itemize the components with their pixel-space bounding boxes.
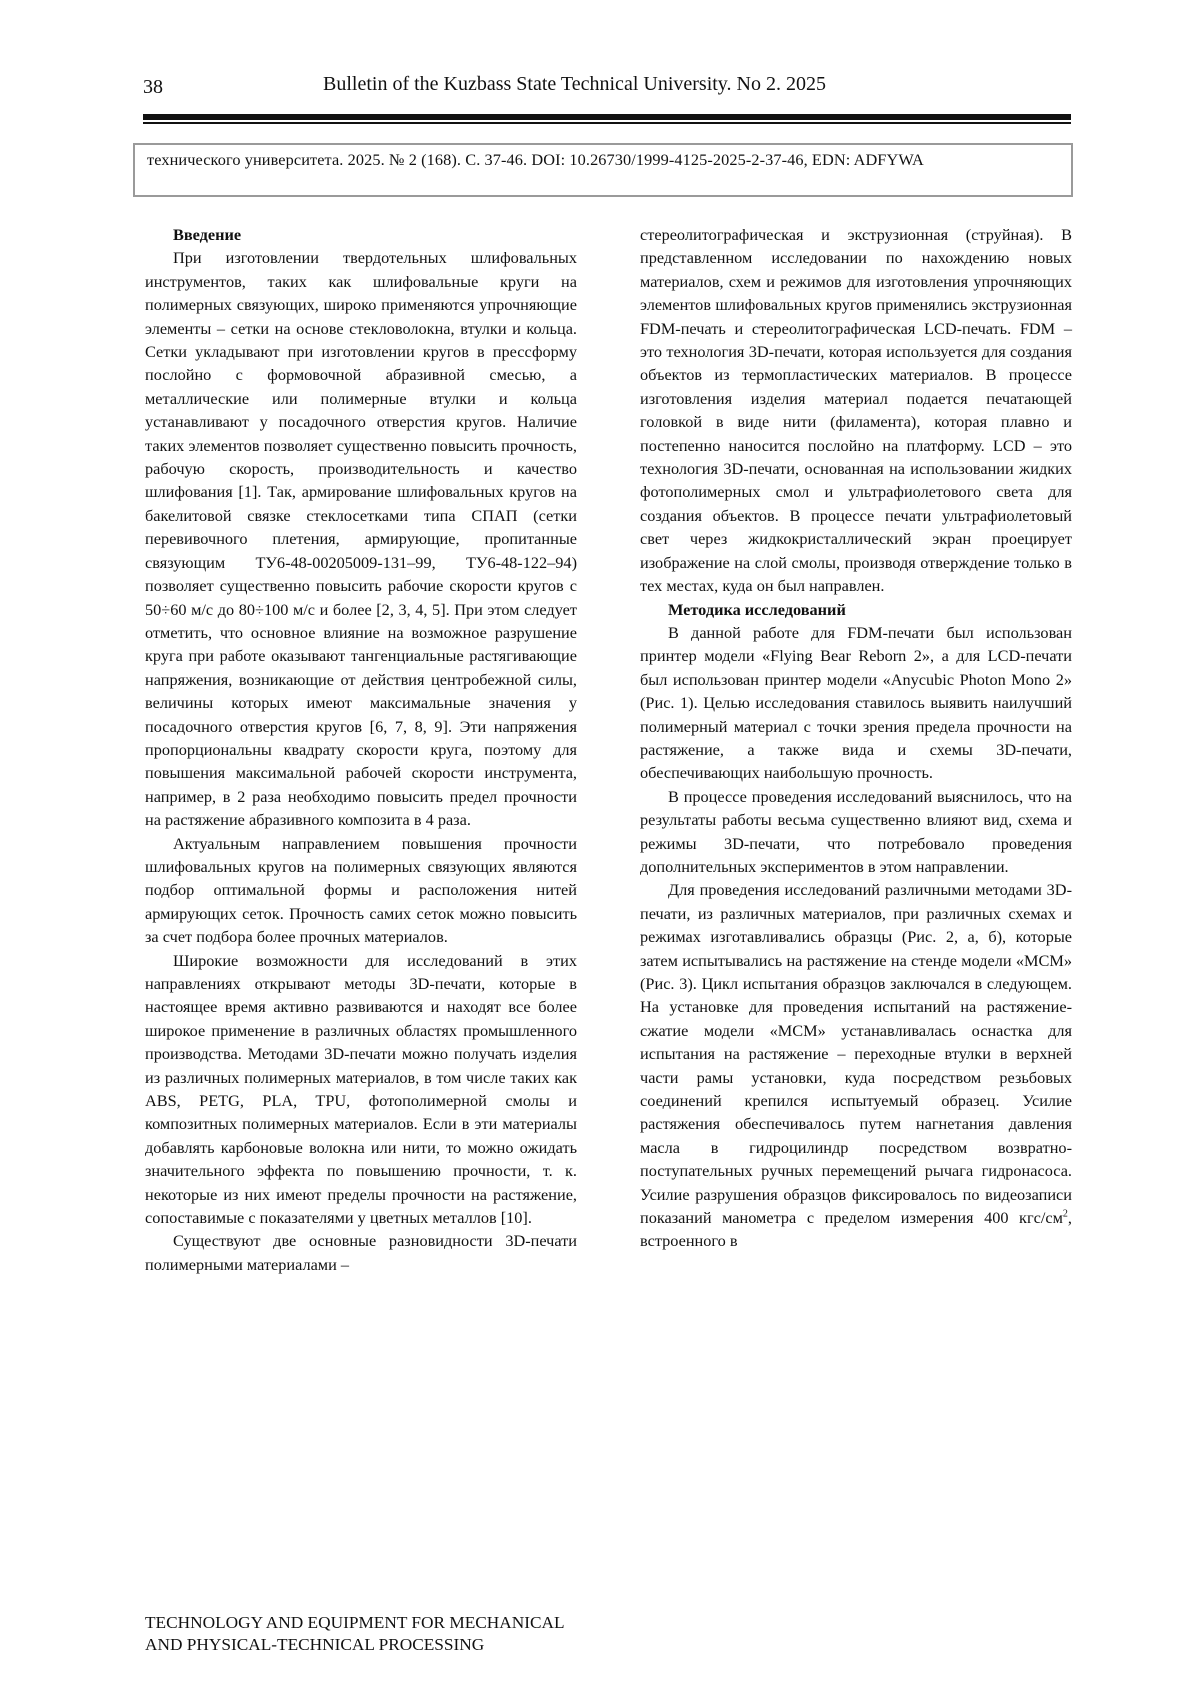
footer-section-title: [145, 1612, 565, 1656]
header-rule-thin: [143, 122, 1071, 124]
footer-line-1: TECHNOLOGY AND EQUIPMENT FOR MECHANICAL: [145, 1613, 565, 1632]
paragraph: [640, 878, 1072, 1253]
paragraph: Актуальным направлением повышения прочности шлифовальных кругов на полимерных связующих являются подбор оптимальной формы и расположения нитей армирующих сеток. Прочность самих сеток можно повысить за счет подбора более прочных материалов.: [145, 833, 577, 947]
paragraph-text: Для проведения исследований различными методами 3D-печати, из различных материалов, при различных схемах и режимах изготавливались образцы (Рис. 2, а, б), которые затем испытывались на растяжение на стенде модели «МСМ» (Рис. 3). Цикл испытания образцов заключался в следующем. На установке для проведения испытаний на растяжение-сжатие модели «МСМ» устанавливалась оснастка для испытания на растяжение – переходные втулки в верхней части рамы установки, куда посредством резьбовых соединений крепился испытуемый образец. Усилие растяжения обеспечивалось путем нагнетания давления масла в гидроцилиндр посредством возвратно-поступательных ручных перемещений рычага гидронасоса. Усилие разрушения образцов фиксировалось по видеозаписи показаний манометра с пределом измерения 400 кгс/см: [640, 880, 1072, 1228]
paragraph: В данной работе для FDM-печати был использован принтер модели «Flying Bear Reborn 2», а для LCD-печати был использован принтер модели «Anycubic Photon Mono 2» (Рис. 1). Целью исследования ставилось выявить наилучший полимерный материал с точки зрения предела прочности на растяжение, а также вида и схемы 3D-печати, обеспечивающих наибольшую прочность.: [640, 622, 1072, 783]
section-heading-introduction: Введение: [173, 225, 242, 244]
page-number: 38: [143, 76, 163, 98]
citation-box: [133, 143, 1073, 197]
paragraph-text-end: , встроенного в: [640, 1208, 1072, 1251]
superscript: 2: [1062, 1208, 1068, 1220]
paragraph: стереолитографическая и экструзионная (струйная). В представленном исследовании по нахождению новых материалов, схем и режимов для изготовления упрочняющих элементов шлифовальных кругов применялись экструзионная FDM-печать и стереолитографическая LCD-печать. FDM – это технология 3D-печати, которая используется для создания объектов из термопластических материалов. В процессе изготовления изделия материал подается печатающей головкой в виде нити (филамента), которая плавно и постепенно наносится послойно на платформу. LCD – это технология 3D-печати, основанная на использовании жидких фотополимерных смол и ультрафиолетового света для создания объектов. В процессе печати ультрафиолетовый свет через жидкокристаллический экран проецирует изображение на слой смолы, производя отверждение только в тех местах, куда он был направлен.: [640, 225, 1072, 596]
citation-text: технического университета. 2025. № 2 (168). С. 37-46. DOI: 10.26730/1999-4125-2025-2-37-46, EDN: ADFYWA: [147, 150, 924, 169]
paragraph: При изготовлении твердотельных шлифовальных инструментов, таких как шлифовальные круги на полимерных связующих, широко применяются упрочняющие элементы – сетки на основе стекловолокна, втулки и кольца. Сетки укладывают при изготовлении кругов в прессформу послойно с формовочной абразивной смесью, а металлические или полимерные втулки и кольца устанавливают у посадочного отверстия кругов. Наличие таких элементов позволяет существенно повысить прочность, рабочую скорость, производительность и качество шлифования [1]. Так, армирование шлифовальных кругов на бакелитовой связке стеклосетками типа СПАП (сетки перевивочного плетения, армирующие, пропитанные связующим ТУ6-48-00205009-131–99, ТУ6-48-122–94) позволяет существенно повысить рабочие скорости кругов с 50÷60 м/с до 80÷100 м/с и более [2, 3, 4, 5]. При этом следует отметить, что основное влияние на возможное разрушение круга при работе оказывают тангенциальные растягивающие напряжения, возникающие от действия центробежной силы, величины которых имеют максимальные значения у посадочного отверстия кругов [6, 7, 8, 9]. Эти напряжения пропорциональны квадрату скорости круга, поэтому для повышения максимальной рабочей скорости инструмента, например, в 2 раза необходимо повысить предел прочности на растяжение абразивного композита в 4 раза.: [145, 248, 577, 830]
paragraph: Широкие возможности для исследований в этих направлениях открывают методы 3D-печати, которые в настоящее время активно развиваются и находят все более широкое применение в различных областях промышленного производства. Методами 3D-печати можно получать изделия из различных полимерных материалов, в том числе таких как ABS, PETG, PLA, TPU, фотополимерной смолы и композитных полимерных материалов. Если в эти материалы добавлять карбоновые волокна или нити, то можно ожидать значительного эффекта по повышению прочности, т. к. некоторые из них имеют пределы прочности на растяжение, сопоставимые с показателями у цветных металлов [10].: [145, 950, 577, 1228]
paragraph: В процессе проведения исследований выяснилось, что на результаты работы весьма существенно влияют вид, схема и режимы 3D-печати, что потребовало проведения дополнительных экспериментов в этом направлении.: [640, 786, 1072, 876]
right-column: [640, 223, 1072, 1253]
header-rule-thick: [143, 114, 1071, 120]
section-heading-methods: Методика исследований: [668, 599, 846, 619]
left-column: [145, 223, 577, 1276]
footer-line-2: AND PHYSICAL-TECHNICAL PROCESSING: [145, 1635, 485, 1654]
journal-title: Bulletin of the Kuzbass State Technical University. No 2. 2025: [323, 73, 826, 95]
paragraph: Существуют две основные разновидности 3D-печати полимерными материалами –: [145, 1231, 577, 1274]
